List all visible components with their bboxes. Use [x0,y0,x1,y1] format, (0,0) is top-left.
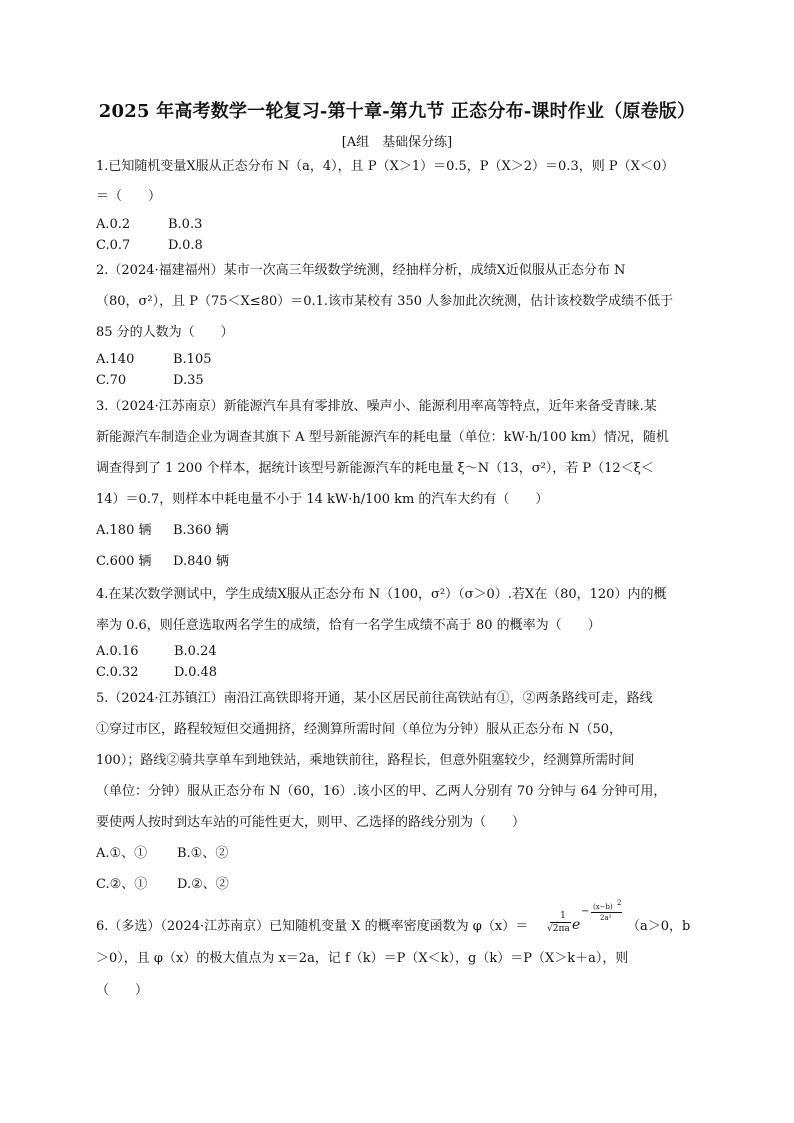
option-d: D.0.48 [174,665,218,680]
option-c: C.②、① [96,877,148,892]
question-text-line: 率为 0.6，则任意选取两名学生的成绩，恰有一名学生成绩不高于 80 的概率为（ ） [96,618,601,633]
formula-exponent-denominator: 2a² [600,914,612,922]
formula-denominator: √2πa [547,924,570,934]
question-text-line: （ ） [96,983,149,998]
option-a: A.140 [96,352,135,367]
formula-exponent-power: 2 [617,899,622,907]
option-b: B.0.3 [168,217,203,232]
option-d: D.840 辆 [173,554,230,569]
document-title: 2025 年高考数学一轮复习-第十章-第九节 正态分布-课时作业（原卷版） [98,101,696,122]
formula-exponent-sign: − [581,906,590,917]
question-text-line: 新能源汽车制造企业为调查其旗下 A 型号新能源汽车的耗电量（单位：kW·h/100 km）情况，随机 [96,430,669,445]
option-d: D.35 [173,373,204,388]
question-text-line: 4.在某次数学测试中，学生成绩X服从正态分布 N（100，σ²）（σ＞0）.若X在（80，120）内的概 [96,587,667,602]
question-text-line: 100）；路线②骑共享单车到地铁站，乘地铁前往，路程长，但意外阻塞较少，经测算所需时间 [96,753,635,768]
formula-exponent-numerator: (x−b) [593,903,613,911]
option-d: D.0.8 [168,238,203,253]
option-b: B.105 [173,352,212,367]
option-a: A.0.2 [96,217,131,232]
question-text-line: 5.（2024·江苏镇江）南沿江高铁即将开通，某小区居民前往高铁站有①，②两条路线可走，路线 [96,691,653,706]
question-text-line: 要使两人按时到达车站的可能性更大，则甲、乙选择的路线分别为（ ） [96,815,526,830]
question-text-line: 14）＝0.7，则样本中耗电量不小于 14 kW·h/100 km 的汽车大约有（ ） [96,492,549,507]
question-text-line: ＞0），且 φ（x）的极大值点为 x＝2a，记 f（k）＝P（X＜k），g（k）＝P（X＞k＋a），则 [96,951,629,966]
question-text-line: 85 分的人数为（ ） [96,325,234,340]
option-a: A.180 辆 [96,523,152,538]
formula-base: e [572,917,581,933]
option-c: C.600 辆 [96,554,152,569]
question-text-line: ＝（ ） [96,189,162,204]
question-text-line: 1.已知随机变量X服从正态分布 N（a，4），且 P（X＞1）＝0.5，P（X＞2）＝0.3，则 P（X＜0） [96,159,675,174]
question-text-line: （a＞0，b [627,919,691,934]
option-b: B.360 辆 [173,523,229,538]
question-text-line: 2.（2024·福建福州）某市一次高三年级数学统测，经抽样分析，成绩X近似服从正态分布 N [96,263,626,278]
question-text-line: （80，σ²），且 P（75＜X≤80）＝0.1.该市某校有 350 人参加此次统测，估计该校数学成绩不低于 [96,294,674,309]
question-text-line: 6.（多选）（2024·江苏南京）已知随机变量 X 的概率密度函数为 φ（x）＝ [96,919,529,934]
formula-numerator: 1 [560,911,566,921]
option-b: B.0.24 [174,644,217,659]
group-label: [A组 基础保分练] [341,135,453,150]
option-c: C.0.7 [96,238,131,253]
option-c: C.70 [96,373,127,388]
option-b: B.①、② [177,846,229,861]
option-d: D.②、② [177,877,229,892]
question-text-line: ①穿过市区，路程较短但交通拥挤，经测算所需时间（单位为分钟）服从正态分布 N（50， [96,722,623,737]
option-a: A.0.16 [96,644,139,659]
option-a: A.①、① [96,846,148,861]
question-text-line: （单位：分钟）服从正态分布 N（60，16）.该小区的甲、乙两人分别有 70 分钟与 64 分钟可用， [96,784,667,799]
question-text-line: 调查得到了 1 200 个样本，据统计该型号新能源汽车的耗电量 ξ～N（13，σ²），若 P（12＜ξ＜ [96,461,654,476]
option-c: C.0.32 [96,665,139,680]
question-text-line: 3.（2024·江苏南京）新能源汽车具有零排放、噪声小、能源利用率高等特点，近年来备受青睐.某 [96,399,657,414]
